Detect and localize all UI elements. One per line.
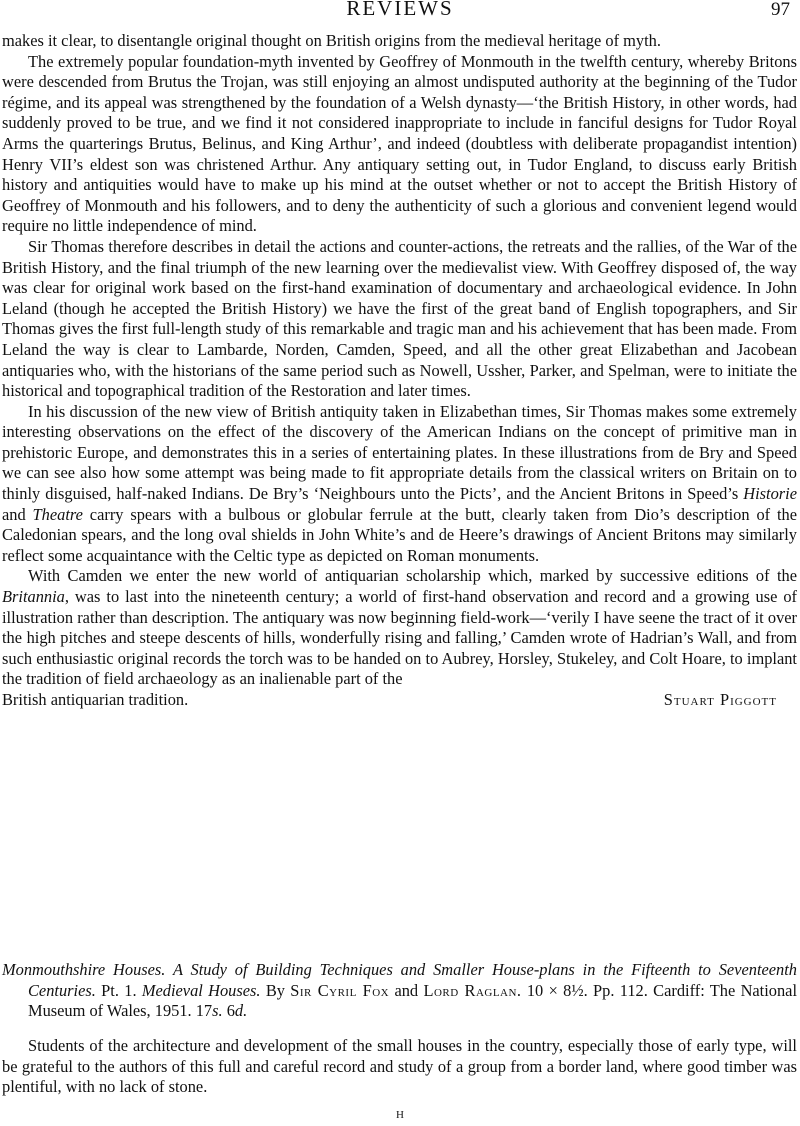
italic-title-britannia: Britannia (2, 587, 65, 607)
book-author-1: Sir Cyril Fox (290, 980, 390, 1000)
running-head (0, 0, 800, 26)
paragraph-2: The extremely popular foundation-myth invented by Geoffrey of Monmouth in the twelfth century, whereby Britons were descended from Brutus the Trojan, was still enjoying an almost undisputed authority at the beginning of the Tudor régime, and its appeal was strengthened by the foundation of a Welsh dynasty—‘the British History, in other words, had suddenly proved to be true, and we find it not considered inappropriate to include in fanciful designs for Tudor Royal Arms the quarterings Brutus, Belinus, and King Arthur’, and indeed (doubtless with deliberate propagandist intention) Henry VII’s eldest son was christened Arthur. Any antiquary setting out, in Tudor England, to discuss early British history and antiquities would have to make up his mind at the outset whether or not to accept the British History of Geoffrey of Monmouth and his followers, and to deny the authenticity of such a glorious and convenient legend would require no little independence of mind. (2, 51, 797, 236)
paragraph-5-text-b: , was to last into the nineteenth century; a world of first-hand observation and record and a growing use of illustration rather than description. The antiquary was now beginning field-work—‘verily I have seene the tract of it over the high pitches and steepe descents of hills, wonderfully rising and falling,’ Camden wrote of Hadrian’s Wall, and from such enthusiastic original records the torch was to be handed on to Aubrey, Horsley, Stukeley, and Colt Hoare, to implant the tradition of field archaeology as an inalienable part of the (2, 587, 797, 689)
review-continuation (2, 31, 797, 711)
book-title: Monmouthshire Houses. A Study of Building Techniques and Smaller House-plans in the Fifteenth to Seventeenth Centuries. (2, 960, 797, 1000)
paragraph-5-text-a: With Camden we enter the new world of antiquarian scholarship which, marked by successive editions of the (28, 566, 797, 586)
paragraph-4 (2, 402, 797, 567)
review-body (2, 1036, 797, 1098)
paragraph-4-text-b: and (2, 504, 33, 524)
book-part: Pt. 1. (95, 980, 142, 1000)
book-price-pence: d. (234, 1001, 248, 1021)
italic-title-theatre: Theatre (32, 504, 83, 524)
signature-line (2, 690, 797, 711)
italic-title-historie: Historie (743, 484, 797, 504)
paragraph-1: makes it clear, to disentangle original thought on British origins from the medieval heritage of myth. (2, 31, 661, 50)
paragraph-4-text-a: In his discussion of the new view of British antiquity taken in Elizabethan times, Sir Thomas makes some extremely interesting observations on the effect of the discovery of the American Indians on the concept of primitive man in prehistoric Europe, and demonstrates this in a series of entertaining plates. In these illustrations from de Bry and Speed we can see also how some attempt was being made to fit appropriate details from the classical writers on Britain on to thinly disguised, half-naked Indians. De Bry’s ‘Neighbours unto the Picts’, and the Ancient Britons in Speed’s (2, 401, 797, 504)
book-and: and (389, 980, 424, 1000)
paragraph-5 (2, 566, 797, 690)
paragraph-3: Sir Thomas therefore describes in detail the actions and counter-actions, the retreats and the rallies, of the War of the British History, and the final triumph of the new learning over the medievalist view. With Geoffrey disposed of, the way was clear for original work based on the first-hand examination of documentary and archaeological evidence. In John Leland (though he accepted the British History) we have the first of the great band of English topographers, and Sir Thomas gives the first full-length study of this remarkable and tragic man and his achievement that has been made. From Leland the way is clear to Lambarde, Norden, Camden, Speed, and all the other great Elizabethan and Jacobean antiquaries who, with the historians of the same period such as Nowell, Ussher, Parker, and Spelman, were to initiate the historical and topographical tradition of the Restoration and later times. (2, 236, 797, 401)
book-price-space: 6 (222, 1001, 235, 1021)
running-title: REVIEWS (346, 0, 454, 20)
book-part-title: Medieval Houses. (141, 980, 261, 1000)
signature-mark: H (396, 1109, 404, 1121)
paragraph-5-last-line: British antiquarian tradition. (2, 690, 189, 709)
book-price-shillings: s. (212, 1001, 223, 1021)
page-number: 97 (771, 0, 790, 20)
book-by: By (260, 980, 291, 1000)
reviewer-signature: Stuart Piggott (663, 690, 777, 709)
book-author-2: Lord Raglan. (423, 980, 522, 1000)
book-details: 10 × 8½. Pp. 112. Cardiff: The National Museum of Wales, 1951. 17 (28, 980, 798, 1021)
review-heading-text (2, 960, 797, 1022)
review-2-paragraph-1: Students of the architecture and development of the small houses in the country, especially those of early type, will be grateful to the authors of this full and careful record and study of a group from a border land, where good timber was plentiful, with no lack of stone. (2, 1036, 797, 1097)
paragraph-4-text-c: carry spears with a bulbous or globular ferrule at the butt, clearly taken from Dio’s description of the Caledonian spears, and the long oval shields in John White’s and de Heere’s drawings of Ancient Britons may similarly reflect some acquaintance with the Celtic type as depicted on Roman monuments. (2, 504, 797, 565)
review-heading (2, 960, 797, 1022)
